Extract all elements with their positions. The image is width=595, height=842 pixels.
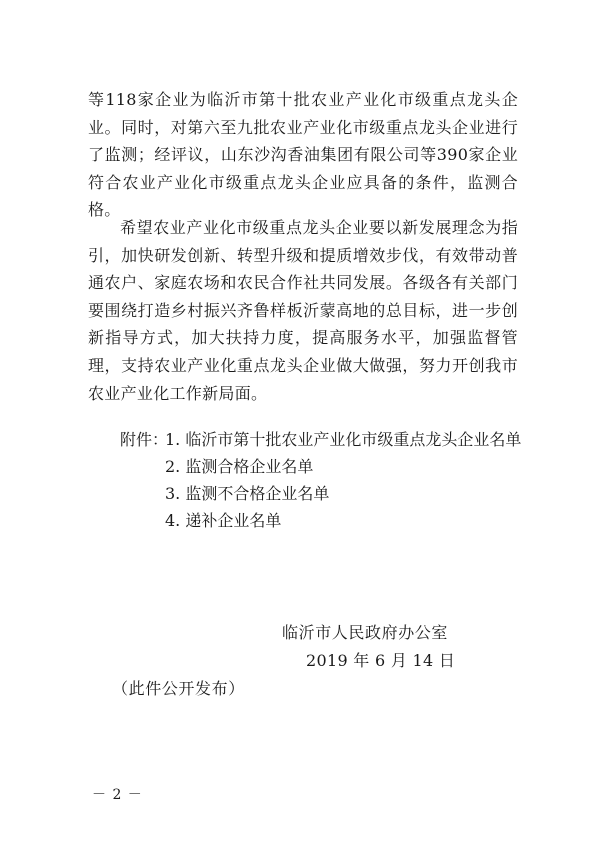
attachment-item: 1. 临沂市第十批农业产业化市级重点龙头企业名单 xyxy=(165,430,522,449)
issue-date: 2019 年 6 月 14 日 xyxy=(306,651,456,670)
attachments-heading: 附件： xyxy=(120,430,169,449)
issuing-organization: 临沂市人民政府办公室 xyxy=(282,623,449,642)
attachment-item: 3. 监测不合格企业名单 xyxy=(165,484,330,503)
body-paragraph: 希望农业产业化市级重点龙头企业要以新发展理念为指引，加快研发创新、转型升级和提质增效步伐，有效带动普通农户、家庭农场和农民合作社共同发展。各级各有关部门要围绕打造乡村振兴齐鲁样板沂蒙高地的总目标，进一步创新指导方式，加大扶持力度，提高服务水平，加强监督管理，支持农业产业化重点龙头企业做大做强，努力开创我市农业产业化工作新局面。 xyxy=(88,218,518,403)
publication-note: （此件公开发布） xyxy=(112,679,245,698)
attachment-item: 2. 监测合格企业名单 xyxy=(165,457,314,476)
body-paragraph: 等118家企业为临沂市第十批农业产业化市级重点龙头企业。同时，对第六至九批农业产业化市级重点龙头企业进行了监测；经评议，山东沙沟香油集团有限公司等390家企业符合农业产业化市级重点龙头企业应具备的条件，监测合格。 xyxy=(88,90,518,220)
attachment-item: 4. 递补企业名单 xyxy=(165,511,282,530)
page-number: － 2 － xyxy=(92,787,143,803)
